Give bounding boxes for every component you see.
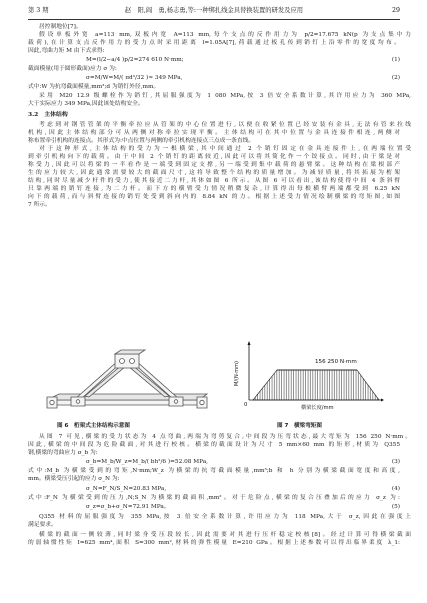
body-line: 式中:W 为抗弯截面模量,mm³;d 为销钉外径,mm。: [28, 84, 160, 90]
page-number: 29: [391, 7, 400, 14]
body-line: 考虑到对钢管管架的平衡牵拉应从管架的中心位置进行,以便在收紧位置已经安装有金具,无法有管来拉线: [39, 122, 411, 128]
body-line: 大于实际应力 349 MPa,因此该处结构安全。: [28, 101, 144, 107]
body-line: Q355 材料的屈服强度为 355 MPa,按 3 倍安全系数计算,许用应力为 118 MPa,大于 σ_z,因此在强度上: [39, 514, 411, 520]
body-line: 截面模量(用于圆形截面)应力 σ 为:: [28, 66, 117, 72]
equation-number: (1): [391, 57, 400, 63]
origin-tick: 0: [244, 402, 248, 408]
body-line: 因此,弯曲力矩 M 由下式求得:: [28, 48, 105, 54]
running-title: 赵 阳,阎 勇,杨志勇,等:一种绑扎线金具替换装置的研发及应用: [124, 7, 304, 14]
running-header: [28, 5, 400, 17]
equation-number: (4): [391, 486, 400, 492]
body-line: 称受力,因此可以将梁的一半看作是一端受到固定支撑,另一端受到集中载荷的悬臂梁。这种结构在梁根部产: [28, 162, 400, 168]
body-line: 称布置牵引机构的连接点。其形式为:中点位置与两侧的牵引机构连接点三点成一条直线。: [28, 138, 255, 144]
max-moment-label: 156 250 N·mm: [315, 359, 357, 365]
equation-number: (3): [391, 459, 400, 465]
section-number: 3.2: [28, 111, 39, 118]
bending-moment-chart: [233, 340, 385, 418]
equation-formula: σ_N=F_N/S_N=20.83 MPa,: [86, 486, 167, 492]
x-axis-label: 横梁长度/mm: [301, 405, 334, 411]
body-line: 居控制地位[7]。: [39, 24, 82, 30]
moment-curve: [253, 370, 379, 400]
body-line: 结构,同时尽量减少杆件的受力,使其接近二力杆,其体如图 6 所示。从图 6 可以看出,该结构使得中间 4 条斜臂: [28, 178, 400, 184]
equation-number: (5): [391, 504, 400, 510]
body-line: 式中:F_N 为横梁受到的压力,N;S_N 为横梁的截面积,mm²。对于危险点,横梁的复合压叠加后的应力 σ_z 为:: [28, 495, 400, 501]
body-line: 从图 7 可见,横梁的受力状态为 4 点弯曲,两端为弯剪复合,中间段为压弯状态,最大弯矩为 156 250 N·mm。: [39, 434, 411, 440]
body-line: 7 所示。: [28, 202, 51, 208]
body-line: 对于这种形式,主体结构的受力为一根横梁,其中间通过 2 个销钉固定在金具连接件上,在两端位置受: [39, 146, 411, 152]
body-line: 向下的载荷,而与斜臂连接的销钉处受到斜向内的 8.84 kN 的力。根据上述受力情况绘制横梁的弯矩图,如图: [28, 194, 400, 200]
equation-formula: σ_b=M_b/W_z=M_b/( bh²/6 )=52.08 MPa,: [86, 459, 208, 465]
truss-structure-figure: [45, 348, 210, 415]
equation-number: (2): [391, 75, 400, 81]
section-title: 主体结构: [44, 111, 68, 118]
body-line: 横梁的截面一侧较薄,同时梁身受压段较长,因此需要对其进行压杆稳定校核[8]。经过计算可得横梁截面: [39, 532, 411, 538]
body-line: 式中:M_b 为横梁受到的弯矩,N·mm;W_z 为横梁的抗弯截面模量,mm³;b 和 h 分别为横梁截面宽度和高度,: [28, 468, 400, 474]
body-line: 机构,因此主体结构部分可从两侧对称牵拉实现平衡。主体结构可在其中位置与金具连接件相连,两侧对: [28, 130, 400, 136]
equation-formula: M=(l/2−a/4 )p/2=274 610 N·mm;: [86, 57, 184, 63]
body-line: 采用 M20 12.9 级螺栓作为销钉,其屈服强度为 1 080 MPa,按 3 倍安全系数计算,其许用应力为 360 MPa,: [39, 93, 411, 99]
body-line: 因此,横梁的中间段为危险截面,对其进行校核。横梁的截面设计为尺寸 5 mm×60 mm 的矩形,材质为 Q355: [28, 442, 400, 448]
body-line: 的弱轴惯性矩 I=625 mm⁴,面积 S=300 mm²,材料的弹性模量 E=210 GPa。根据上述参数可以得出临界柔度 λ_1:: [28, 540, 400, 546]
equation-formula: σ_z=σ_b+σ_N=72.91 MPa。: [86, 504, 170, 510]
section-heading: [28, 111, 74, 119]
body-line: 只靠两端的销钉连接,为二力杆。而下方的横臂受力情况稍微复杂,计算得出每根横臂两端都受到 6.25 kN: [28, 186, 400, 192]
body-line: mm。横梁受压引起的应力 σ_N 为:: [28, 476, 120, 482]
figure-7-caption: 图 7 横梁弯矩图: [277, 423, 322, 429]
body-line: 载荷),在计算支点反作用力的受力点时采用距离 l=1.05A[7],荷载通过板孔传到销钉上沿零件的宽度均布。: [28, 40, 400, 46]
body-line: 到牵引机构向下的载荷。由于中间 2 个销钉的距离较近,因此可以将其简化作一个铰接点。同时,由于梁是对: [28, 154, 400, 160]
issue-number: 第 3 期: [28, 7, 49, 14]
body-line: 钢,横梁的弯曲应力 σ_b 为:: [28, 450, 98, 456]
figure-6-caption: 图 6 桁架式主体结构示意图: [57, 423, 130, 429]
body-line: 满足要求。: [28, 522, 57, 528]
body-line: 假设单板外宽 a=113 mm,双板内宽 A=113 mm,每个支点的反作用力为 p/2=17.675 kN(p 为支点集中力: [39, 32, 411, 38]
equation-formula: σ=M/W=M/( πd³/32 )≈ 349 MPa,: [86, 75, 183, 81]
y-axis-label: M/(N·mm): [234, 361, 240, 386]
header-rule: [28, 19, 400, 20]
body-line: 生的应力较大,因此通常需要较大的截面尺寸,这将导致整个结构的质量增加。为减轻质量,将其拓展为桁架: [28, 170, 400, 176]
